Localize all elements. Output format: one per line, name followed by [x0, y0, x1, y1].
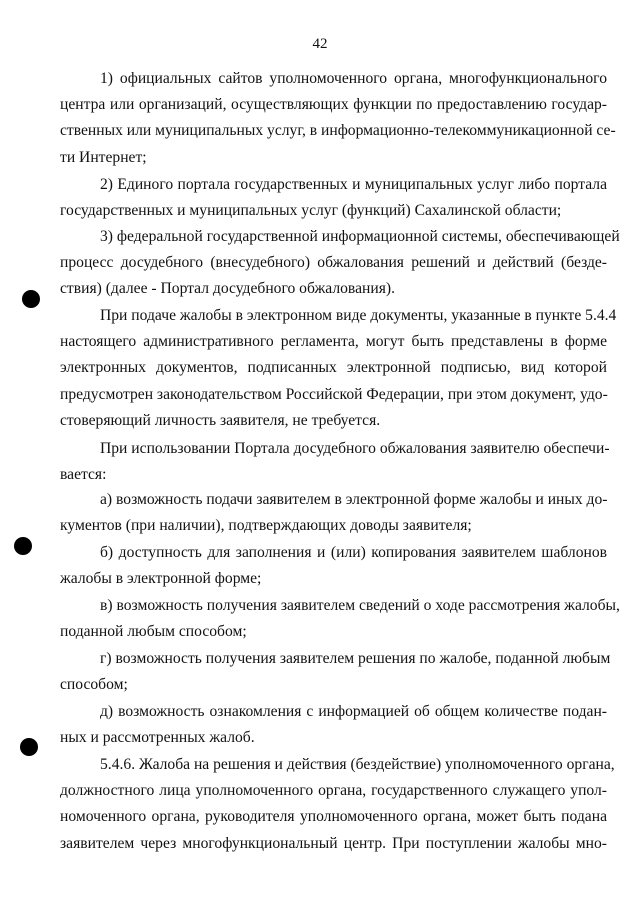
text-line: настоящего административного регламента, могут быть представлены в форме: [60, 333, 607, 351]
text-line: г) возможность получения заявителем решения по жалобе, поданной любым: [100, 650, 611, 667]
paragraph: [60, 540, 607, 592]
punch-hole-3: [20, 738, 38, 756]
text-line: При подаче жалобы в электронном виде документы, указанные в пункте 5.4.4: [100, 307, 617, 324]
text-line: стоверяющий личность заявителя, не требуется.: [60, 411, 381, 429]
text-line: ных и рассмотренных жалоб.: [60, 729, 255, 747]
text-line: поданной любым способом;: [60, 623, 247, 641]
text-line: процесс досудебного (внесудебного) обжалования решений и действий (безде-: [60, 254, 607, 272]
text-line: ствия) (далее - Портал досудебного обжалования).: [60, 280, 395, 298]
paragraph: [60, 699, 607, 751]
paragraph: [60, 172, 607, 224]
text-line: номоченного органа, руководителя уполномоченного органа, может быть подана: [60, 808, 607, 826]
text-line: 5.4.6. Жалоба на решения и действия (бездействие) уполномоченного органа,: [100, 756, 615, 773]
text-line: жалобы в электронной форме;: [60, 570, 262, 588]
paragraph: [60, 487, 607, 539]
text-line: а) возможность подачи заявителем в электронной форме жалобы и иных до-: [100, 491, 608, 508]
text-line: ственных или муниципальных услуг, в информационно-телекоммуникационной се-: [60, 122, 616, 140]
punch-hole-1: [22, 290, 40, 308]
text-line: кументов (при наличии), подтверждающих доводы заявителя;: [60, 517, 472, 535]
text-line: ти Интернет;: [60, 148, 147, 166]
text-line: 1) официальных сайтов уполномоченного органа, многофункционального: [100, 70, 607, 87]
page-number: 42: [312, 36, 328, 52]
paragraph: [60, 593, 620, 645]
text-line: д) возможность ознакомления с информацией об общем количестве подан-: [100, 703, 607, 720]
paragraph: [60, 436, 610, 488]
paragraph: [60, 303, 617, 434]
text-line: центра или организаций, осуществляющих функции по предоставлению государ-: [60, 96, 607, 114]
paragraph: [60, 224, 620, 303]
text-line: электронных документов, подписанных электронной подписью, вид которой: [60, 359, 607, 377]
text-line: 2) Единого портала государственных и муниципальных услуг либо портала: [100, 176, 607, 193]
text-line: способом;: [60, 676, 128, 694]
paragraph: [60, 66, 616, 171]
text-line: заявителем через многофункциональный центр. При поступлении жалобы мно-: [60, 834, 607, 852]
text-line: предусмотрен законодательством Российской Федерации, при этом документ, удо-: [60, 385, 608, 403]
paragraph: [60, 646, 611, 698]
paragraph: [60, 752, 615, 857]
text-line: в) возможность получения заявителем сведений о ходе рассмотрения жалобы,: [100, 597, 620, 614]
text-line: При использовании Портала досудебного обжалования заявителю обеспечи-: [100, 440, 610, 457]
text-line: вается:: [60, 466, 107, 484]
text-line: должностного лица уполномоченного органа, государственного служащего упол-: [60, 782, 607, 800]
text-line: государственных и муниципальных услуг (функций) Сахалинской области;: [60, 202, 562, 220]
text-line: 3) федеральной государственной информационной системы, обеспечивающей: [100, 228, 620, 245]
punch-hole-2: [14, 537, 32, 555]
text-line: б) доступность для заполнения и (или) копирования заявителем шаблонов: [100, 544, 607, 561]
